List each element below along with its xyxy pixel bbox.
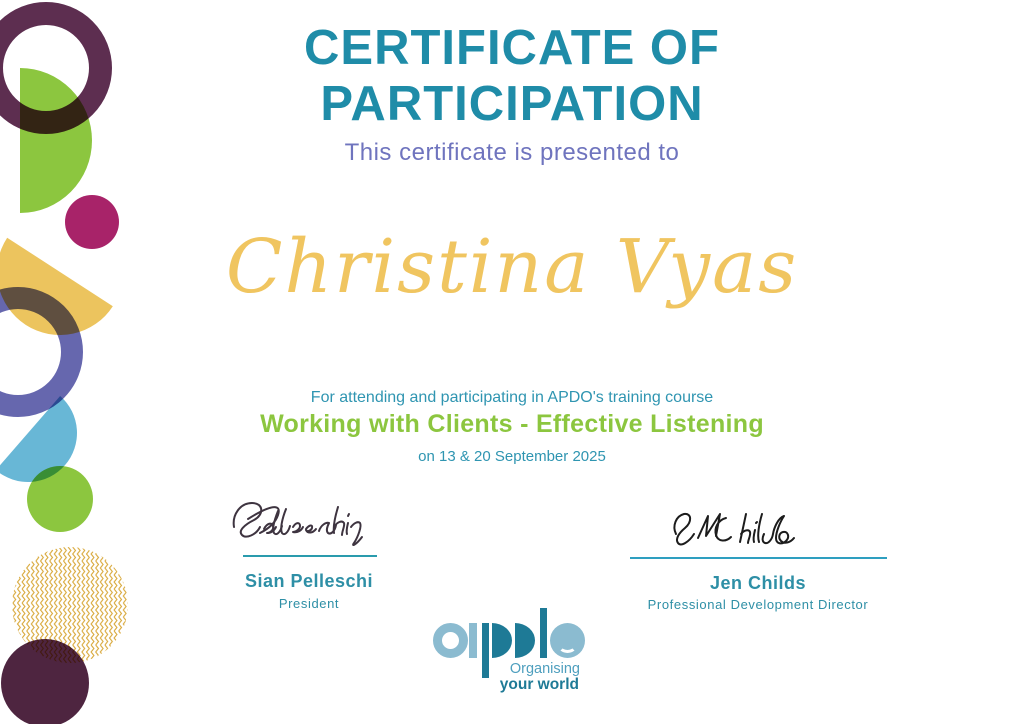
signatory-role-right: Professional Development Director <box>647 597 869 612</box>
presented-label: This certificate is presented to <box>344 139 680 166</box>
course-date: on 13 & 20 September 2025 <box>418 448 606 465</box>
logo-letter-d-bowl <box>515 623 535 658</box>
signatory-role-left: President <box>278 596 340 611</box>
logo-tagline <box>430 662 580 692</box>
course-title: Working with Clients - Effective Listening <box>260 410 764 438</box>
logo-tagline-line1: Organising <box>509 661 580 677</box>
signature-jen-childs <box>668 504 816 554</box>
signature-line-left <box>243 555 377 557</box>
signature-line-right <box>630 557 887 559</box>
decor-green-circle <box>27 466 93 532</box>
logo-letter-d-stem <box>540 608 547 658</box>
logo-letter-a-ring <box>433 623 468 658</box>
signatory-name-left: Sian Pelleschi <box>244 571 374 591</box>
apdo-logo <box>430 608 595 703</box>
signature-sian-pelleschi <box>230 493 382 551</box>
course-intro: For attending and participating in APDO's training course <box>310 389 714 406</box>
logo-letter-a-stem <box>469 623 477 658</box>
signatory-name-right: Jen Childs <box>709 573 807 593</box>
logo-letter-p-bowl <box>492 623 512 658</box>
recipient-name: Christina Vyas <box>225 224 799 310</box>
logo-smile-icon <box>558 638 577 653</box>
page-title: CERTIFICATE OF PARTICIPATION <box>304 21 720 131</box>
decor-zigzag-circle <box>12 547 128 663</box>
logo-tagline-line2: your world <box>499 676 579 693</box>
